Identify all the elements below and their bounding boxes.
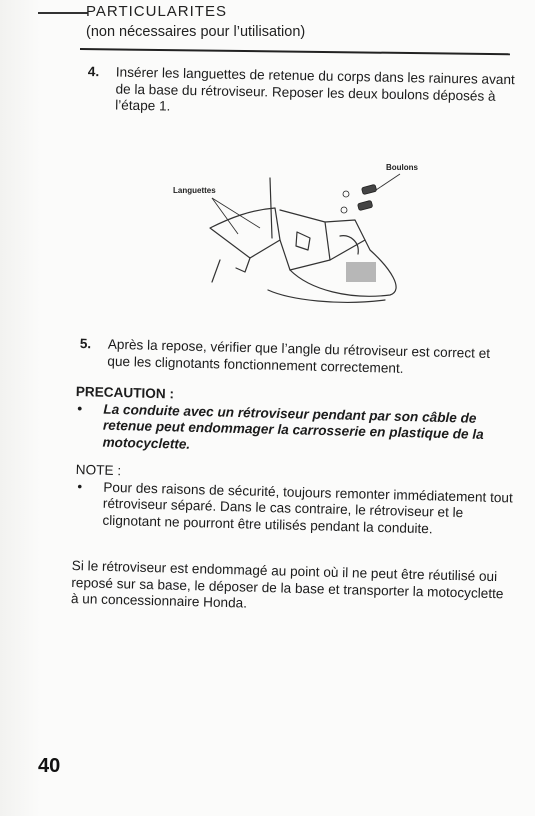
leader-boulons	[376, 174, 400, 190]
step-5	[79, 336, 512, 380]
mirror-illustration	[150, 150, 450, 310]
caution-bullet: •	[77, 401, 83, 417]
step-4	[87, 64, 520, 122]
label-boulons: Boulons	[386, 163, 418, 172]
step-5-text: Après la repose, vérifier que l’angle du rétroviseur est correct et que les clignotants fonctionnement correctement.	[107, 336, 491, 376]
mirror-grille	[346, 262, 376, 282]
leader-languettes-1	[212, 198, 238, 234]
bolt-upper	[361, 184, 376, 194]
scan-edge-shadow	[0, 0, 40, 816]
label-languettes: Languettes	[173, 186, 216, 195]
note-bullet: •	[77, 479, 83, 495]
bolts-group	[341, 184, 377, 213]
mirror-diagram	[150, 150, 450, 310]
caution-text: La conduite avec un rétroviseur pendant par son câble de retenue peut endommager la carrosserie en plastique de la motocyclette.	[102, 401, 484, 452]
final-paragraph: Si le rétroviseur est endommagé au point où il ne peut être réutilisé oui reposé sur sa base, le déposer de la base et transporter la motocyclette à un concessionnaire Honda.	[70, 558, 504, 611]
bolt-lower	[357, 200, 372, 210]
header-left-rule	[38, 12, 88, 14]
caution-block	[74, 384, 515, 461]
section-title: PARTICULARITES	[86, 3, 227, 20]
note-text: Pour des raisons de sécurité, toujours remonter immédiatement tout rétroviseur séparé. Dans le cas contraire, le rétroviseur et le clignotant ne pourront être utilisés pendant la conduite.	[102, 479, 513, 536]
section-subtitle: (non nécessaires pour l’utilisation)	[86, 24, 306, 40]
mirror-base-outline	[210, 208, 280, 258]
note-block	[74, 462, 516, 539]
note-heading: NOTE :	[75, 462, 122, 479]
page-number: 40	[38, 755, 61, 777]
step-4-number: 4.	[87, 64, 100, 80]
caution-heading: PRECAUTION :	[75, 384, 175, 402]
step-5-number: 5.	[79, 336, 92, 352]
header-divider	[80, 48, 510, 55]
step-4-text: Insérer les languettes de retenue du corps dans les rainures avant de la base du rétroviseur. Reposer les deux boulons déposés à l’étape 1.	[115, 64, 515, 114]
